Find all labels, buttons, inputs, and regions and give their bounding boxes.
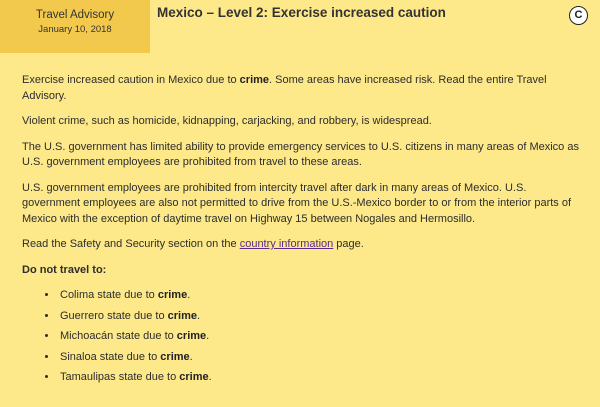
list-item-reason: crime: [179, 371, 209, 383]
list-item-reason: crime: [167, 309, 197, 322]
advisory-date: January 10, 2018: [38, 24, 112, 35]
list-item: [58, 329, 582, 345]
intro-text-end: . Some areas have increased risk. Read the entire Travel Advisory.: [22, 74, 547, 102]
list-item-state: Colima state due to: [60, 289, 158, 301]
emergency-services-paragraph: The U.S. government has limited ability to provide emergency services to U.S. citizens in many areas of Mexico as U.S. government employees are prohibited from travel to these areas.: [22, 140, 579, 168]
advisory-label-box: [0, 0, 150, 53]
list-item-end: .: [196, 309, 201, 322]
violent-crime-paragraph: Violent crime, such as homicide, kidnapping, carjacking, and robbery, is widespread.: [22, 115, 432, 127]
country-information-link[interactable]: country information: [239, 238, 334, 250]
list-item-state: Michoacán state due to: [60, 330, 177, 342]
list-item-state: Tamaulipas state due to: [60, 371, 180, 383]
advisory-label: Travel Advisory: [35, 9, 115, 21]
list-item-end: .: [187, 289, 191, 301]
list-item: [58, 309, 582, 325]
list-item-end: .: [189, 350, 193, 363]
intro-crime: crime: [239, 74, 270, 86]
intro-text: Exercise increased caution in Mexico due to: [22, 74, 240, 86]
safety-paragraph: [22, 237, 582, 253]
list-item: [58, 288, 582, 304]
list-item-end: .: [206, 330, 210, 342]
travel-restrictions-paragraph: U.S. government employees are prohibited from intercity travel after dark in many areas of Mexico. U.S. government employees are also not permitted to drive from the U.S.-Mexico border to or from the interior parts of Mexico with the exception of daytime travel on Highway 15 between Nogales and Hermosillo.: [22, 181, 572, 225]
do-not-travel-heading: Do not travel to:: [22, 263, 107, 276]
do-not-travel-list: [22, 288, 582, 386]
list-item-reason: crime: [176, 330, 207, 342]
list-item: [58, 350, 582, 366]
list-item-reason: crime: [160, 350, 190, 363]
list-item-state: Sinaloa state due to: [60, 350, 161, 363]
list-item: [58, 370, 582, 386]
list-item-state: Guerrero state due to: [60, 309, 168, 322]
safety-text-end: page.: [333, 238, 364, 250]
page-title: Mexico – Level 2: Exercise increased caution: [157, 5, 446, 20]
advisory-content: [22, 73, 582, 391]
advisory-header: [0, 0, 600, 53]
list-item-reason: crime: [157, 289, 188, 301]
safety-text: Read the Safety and Security section on the: [22, 238, 240, 250]
c-badge-icon[interactable]: C: [569, 6, 588, 25]
list-item-end: .: [208, 371, 212, 383]
intro-paragraph: [22, 73, 582, 104]
